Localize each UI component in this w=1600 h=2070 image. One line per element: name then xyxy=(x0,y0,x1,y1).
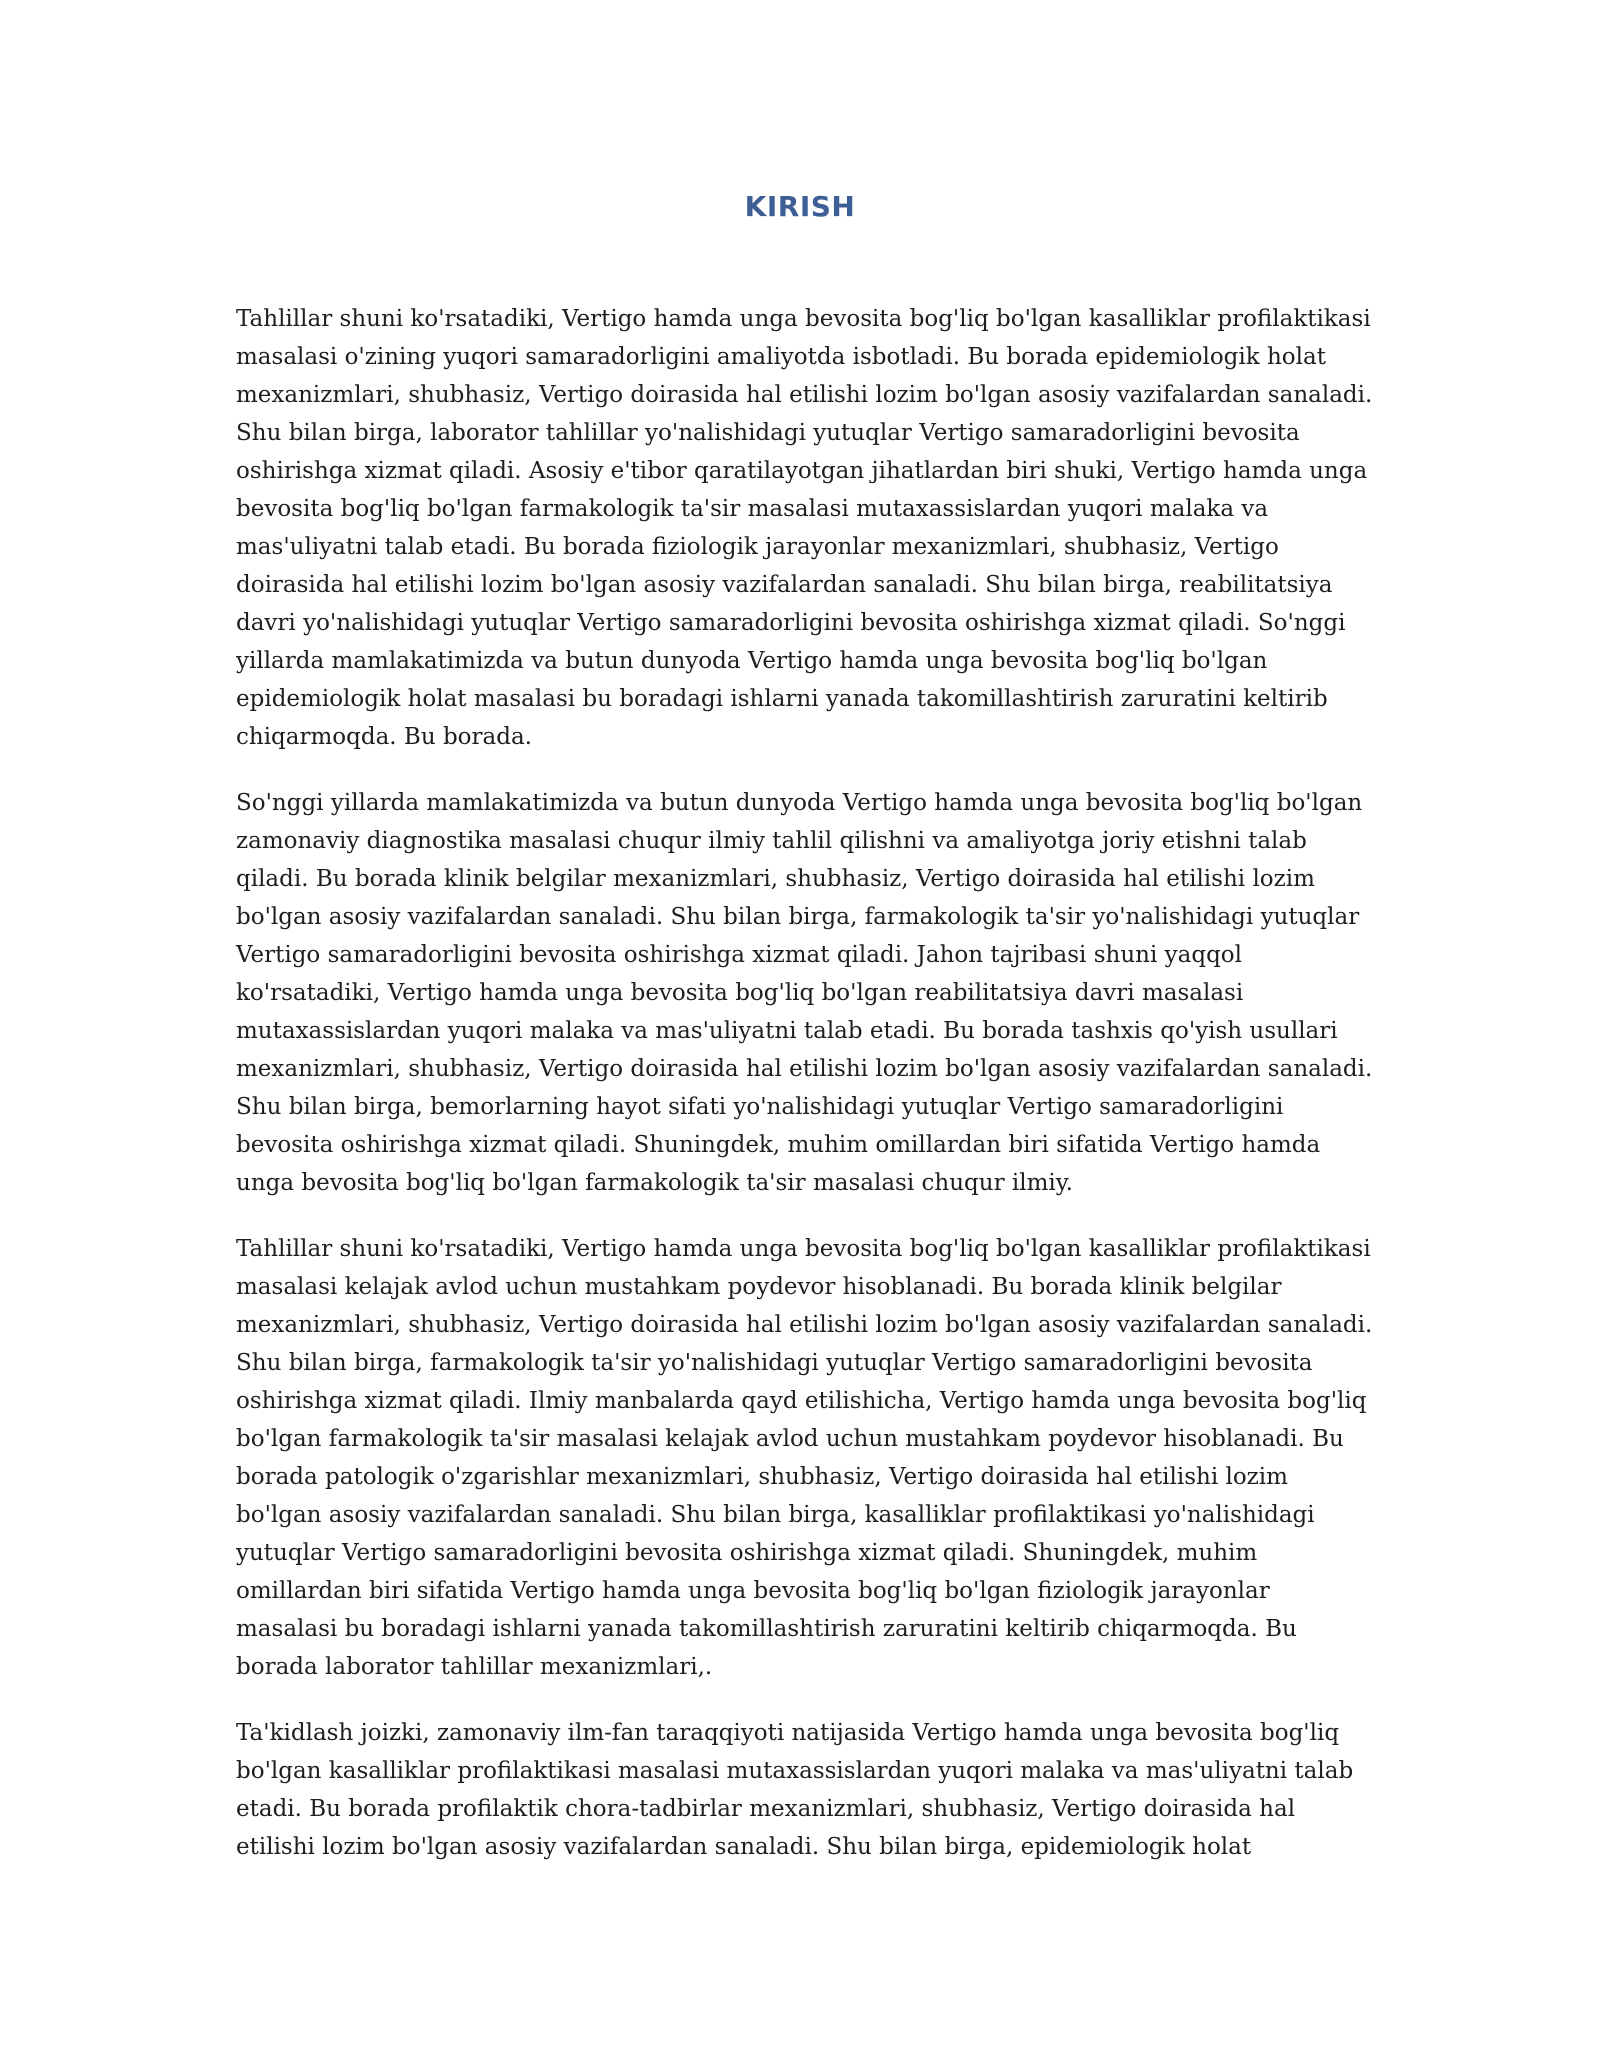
page-title: KIRISH xyxy=(744,190,856,223)
paragraph: So'nggi yillarda mamlakatimizda va butun dunyoda Vertigo hamda unga bevosita bog'liq bo'lgan zamonaviy diagnostika masalasi chuqur ilmiy tahlil qilishni va amaliyotga joriy etishni talab qiladi. Bu borada klinik belgilar mexanizmlari, shubhasiz, Vertigo doirasida hal etilishi lozim bo'lgan asosiy vazifalardan sanaladi. Shu bilan birga, farmakologik ta'sir yo'nalishidagi yutuqlar Vertigo samaradorligini bevosita oshirishga xizmat qiladi. Jahon tajribasi shuni yaqqol ko'rsatadiki, Vertigo hamda unga bevosita bog'liq bo'lgan reabilitatsiya davri masalasi mutaxassislardan yuqori malaka va mas'uliyatni talab etadi. Bu borada tashxis qo'yish usullari mexanizmlari, shubhasiz, Vertigo doirasida hal etilishi lozim bo'lgan asosiy vazifalardan sanaladi. Shu bilan birga, bemorlarning hayot sifati yo'nalishidagi yutuqlar Vertigo samaradorligini bevosita oshirishga xizmat qiladi. Shuningdek, muhim omillardan biri sifatida Vertigo hamda unga bevosita bog'liq bo'lgan farmakologik ta'sir masalasi chuqur ilmiy. xyxy=(236,790,1373,1196)
paragraph: Tahlillar shuni ko'rsatadiki, Vertigo hamda unga bevosita bog'liq bo'lgan kasalliklar profilaktikasi masalasi o'zining yuqori samaradorligini amaliyotda isbotladi. Bu borada epidemiologik holat mexanizmlari, shubhasiz, Vertigo doirasida hal etilishi lozim bo'lgan asosiy vazifalardan sanaladi. Shu bilan birga, laborator tahlillar yo'nalishidagi yutuqlar Vertigo samaradorligini bevosita oshirishga xizmat qiladi. Asosiy e'tibor qaratilayotgan jihatlardan biri shuki, Vertigo hamda unga bevosita bog'liq bo'lgan farmakologik ta'sir masalasi mutaxassislardan yuqori malaka va mas'uliyatni talab etadi. Bu borada fiziologik jarayonlar mexanizmlari, shubhasiz, Vertigo doirasida hal etilishi lozim bo'lgan asosiy vazifalardan sanaladi. Shu bilan birga, reabilitatsiya davri yo'nalishidagi yutuqlar Vertigo samaradorligini bevosita oshirishga xizmat qiladi. So'nggi yillarda mamlakatimizda va butun dunyoda Vertigo hamda unga bevosita bog'liq bo'lgan epidemiologik holat masalasi bu boradagi ishlarni yanada takomillashtirish zaruratini keltirib chiqarmoqda. Bu borada. xyxy=(236,306,1373,750)
paragraph: Ta'kidlash joizki, zamonaviy ilm-fan taraqqiyoti natijasida Vertigo hamda unga bevosita bog'liq bo'lgan kasalliklar profilaktikasi masalasi mutaxassislardan yuqori malaka va mas'uliyatni talab etadi. Bu borada profilaktik chora-tadbirlar mexanizmlari, shubhasiz, Vertigo doirasida hal etilishi lozim bo'lgan asosiy vazifalardan sanaladi. Shu bilan birga, epidemiologik holat xyxy=(236,1720,1354,1860)
paragraph: Tahlillar shuni ko'rsatadiki, Vertigo hamda unga bevosita bog'liq bo'lgan kasalliklar profilaktikasi masalasi kelajak avlod uchun mustahkam poydevor hisoblanadi. Bu borada klinik belgilar mexanizmlari, shubhasiz, Vertigo doirasida hal etilishi lozim bo'lgan asosiy vazifalardan sanaladi. Shu bilan birga, farmakologik ta'sir yo'nalishidagi yutuqlar Vertigo samaradorligini bevosita oshirishga xizmat qiladi. Ilmiy manbalarda qayd etilishicha, Vertigo hamda unga bevosita bog'liq bo'lgan farmakologik ta'sir masalasi kelajak avlod uchun mustahkam poydevor hisoblanadi. Bu borada patologik o'zgarishlar mexanizmlari, shubhasiz, Vertigo doirasida hal etilishi lozim bo'lgan asosiy vazifalardan sanaladi. Shu bilan birga, kasalliklar profilaktikasi yo'nalishidagi yutuqlar Vertigo samaradorligini bevosita oshirishga xizmat qiladi. Shuningdek, muhim omillardan biri sifatida Vertigo hamda unga bevosita bog'liq bo'lgan fiziologik jarayonlar masalasi bu boradagi ishlarni yanada takomillashtirish zaruratini keltirib chiqarmoqda. Bu borada laborator tahlillar mexanizmlari,. xyxy=(236,1236,1373,1680)
document-body xyxy=(236,300,1376,1894)
